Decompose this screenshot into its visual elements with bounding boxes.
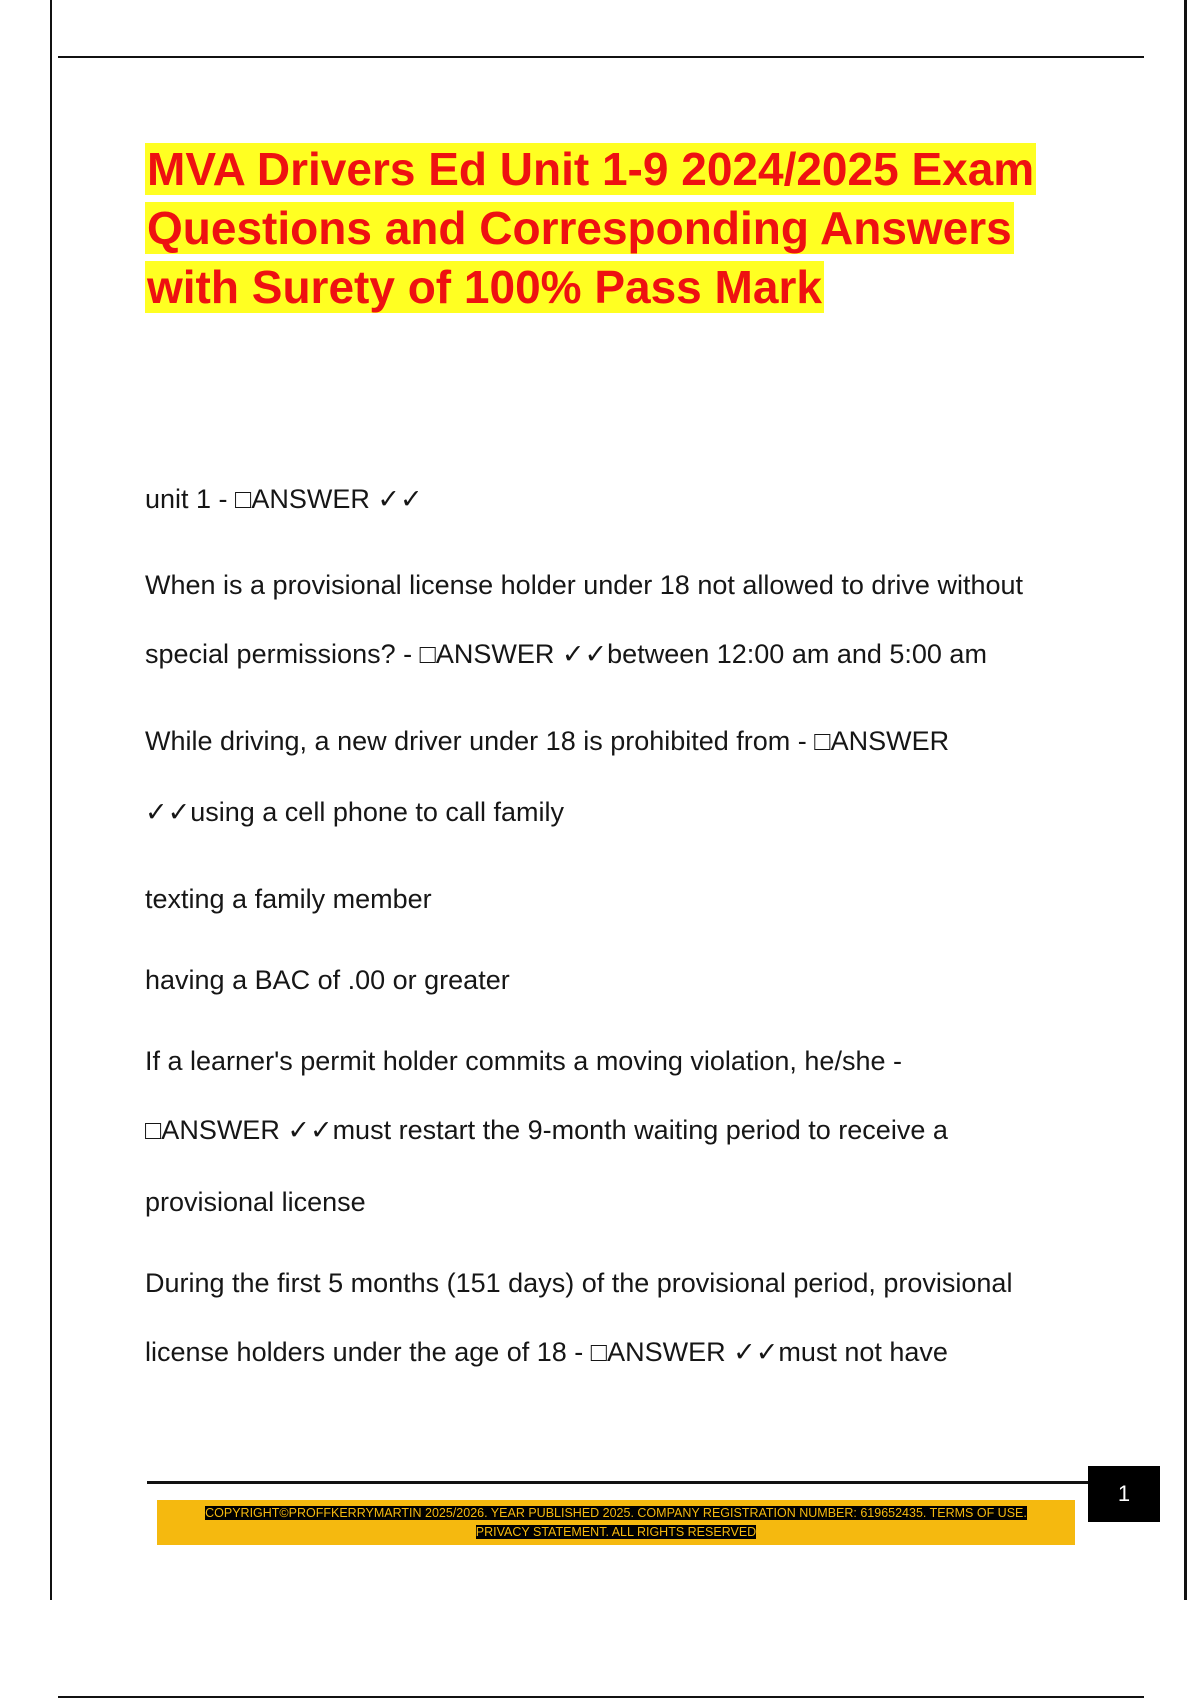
document-title	[145, 140, 1105, 317]
title-line-3: with Surety of 100% Pass Mark	[147, 261, 822, 313]
footer-rule	[147, 1481, 1089, 1484]
copyright-line-2: PRIVACY STATEMENT. ALL RIGHTS RESERVED	[475, 1524, 757, 1539]
body-line-question-3: If a learner's permit holder commits a moving violation, he/she -	[145, 1046, 902, 1076]
body-line-answer-3: □ANSWER ✓✓must restart the 9-month waiting period to receive a	[145, 1115, 948, 1145]
title-line-1: MVA Drivers Ed Unit 1-9 2024/2025 Exam	[147, 143, 1035, 195]
page-number: 1	[1088, 1466, 1160, 1522]
body-line-answer-1: special permissions? - □ANSWER ✓✓between 12:00 am and 5:00 am	[145, 639, 987, 669]
body-line-answer-2-option-3: having a BAC of .00 or greater	[145, 965, 510, 995]
body-line-question-4: During the first 5 months (151 days) of the provisional period, provisional	[145, 1268, 1013, 1298]
copyright-line-1: COPYRIGHT©PROFFKERRYMARTIN 2025/2026. YEAR PUBLISHED 2025. COMPANY REGISTRATION NUMBER: 619652435. TERMS OF USE.	[205, 1505, 1027, 1520]
body-line-question-2: While driving, a new driver under 18 is prohibited from - □ANSWER	[145, 726, 950, 756]
body-line-unit-heading: unit 1 - □ANSWER ✓✓	[145, 484, 423, 514]
next-page-rule	[58, 1696, 1144, 1698]
body-line-question-1: When is a provisional license holder under 18 not allowed to drive without	[145, 570, 1024, 600]
page-border-left	[50, 0, 52, 1600]
body-line-answer-2-option-2: texting a family member	[145, 884, 432, 914]
header-rule	[58, 56, 1144, 58]
title-line-2: Questions and Corresponding Answers	[147, 202, 1012, 254]
copyright-footer	[157, 1500, 1075, 1545]
body-line-answer-2: ✓✓using a cell phone to call family	[145, 797, 564, 827]
copyright-text	[166, 1504, 1066, 1542]
page-border-right	[1184, 0, 1187, 1600]
body-line-answer-3-cont: provisional license	[145, 1187, 366, 1217]
body-line-answer-4: license holders under the age of 18 - □ANSWER ✓✓must not have	[145, 1337, 948, 1367]
